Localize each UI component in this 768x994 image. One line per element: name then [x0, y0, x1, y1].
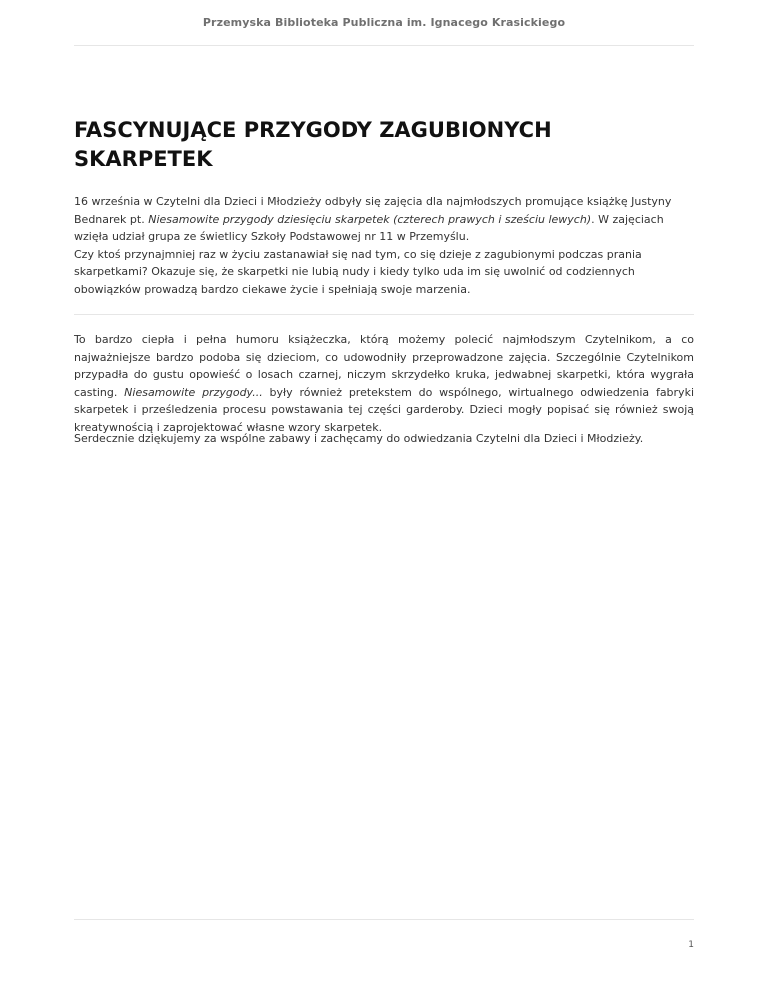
library-header: Przemyska Biblioteka Publiczna im. Ignacego Krasickiego [202, 16, 566, 29]
footer-divider [74, 919, 694, 920]
article-body-paragraph-1 [74, 331, 694, 436]
intro-text-after-title: . W zajęciach wzięła udział grupa ze świetlicy Szkoły Podstawowej nr 11 w Przemyślu. [74, 212, 664, 243]
article-intro [74, 193, 694, 298]
thanks-paragraph: Serdecznie dziękujemy za wspólne zabawy i zachęcamy do odwiedzania Czytelni dla Dzieci i Młodzieży. [74, 432, 644, 445]
header-divider [74, 45, 694, 46]
section-divider [74, 314, 694, 315]
book-title: Niesamowite przygody dziesięciu skarpetek (czterech prawych i sześciu lewych) [148, 212, 592, 226]
page-number: 1 [688, 940, 694, 950]
intro-paragraph-1 [74, 193, 694, 246]
body-text-before-italic: To bardzo ciepła i pełna humoru książeczka, którą możemy polecić najmłodszym Czytelnikom, a co najważniejsze bardzo podoba się dzieciom, co udowodniły przeprowadzone zajęcia. Szczególnie Czytelnikom przypadła do gustu opowieść o losach czarnej, niczym skrzydełko kruka, jedwabnej skarpetki, która wygrała casting. [74, 333, 694, 399]
intro-paragraph-2: Czy ktoś przynajmniej raz w życiu zastanawiał się nad tym, co się dzieje z zagubionymi podczas prania skarpetkami? Okazuje się, że skarpetki nie lubią nudy i kiedy tylko uda im się uwolnić od codziennych obowiązków prowadzą bardzo ciekawe życie i spełniają swoje marzenia. [74, 247, 642, 296]
article-body-paragraph-2 [74, 430, 694, 448]
article-title: FASCYNUJĄCE PRZYGODY ZAGUBIONYCH SKARPETEK [74, 118, 552, 171]
body-text-after-italic: były również pretekstem do wspólnego, wirtualnego odwiedzenia fabryki skarpetek i prześledzenia procesu powstawania tej części garderoby. Dzieci mogły popisać się również swoją kreatywnością i zaprojektować własne wzory skarpetek. [74, 385, 694, 434]
book-short-title: Niesamowite przygody... [124, 385, 263, 399]
intro-text-before-title: 16 września w Czytelni dla Dzieci i Młodzieży odbyły się zajęcia dla najmłodszych promujące książkę Justyny Bednarek pt. [74, 195, 672, 226]
